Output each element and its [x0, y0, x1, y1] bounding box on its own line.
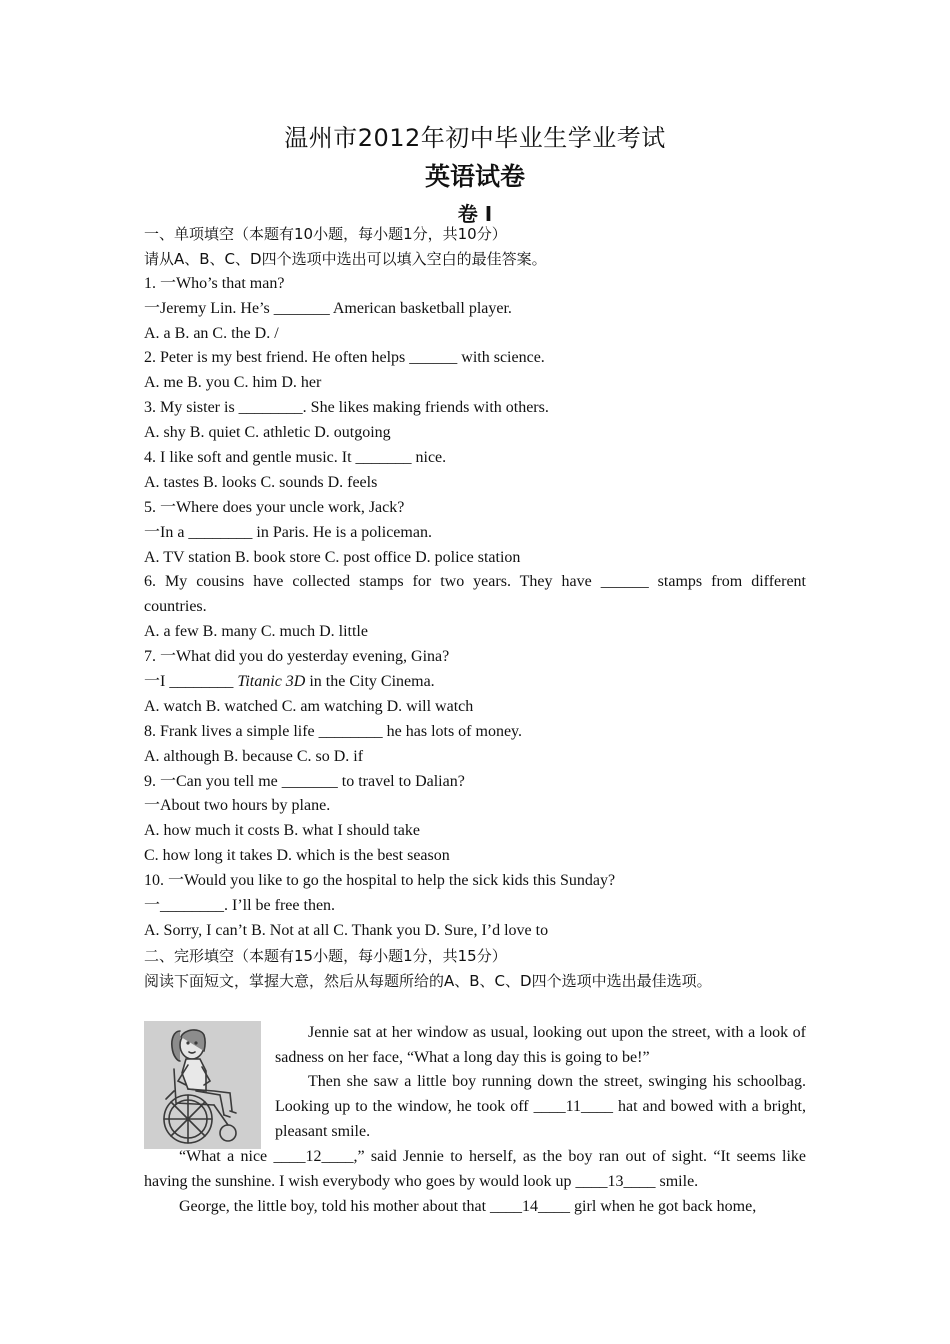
- section1-instruction: 请从A、B、C、D四个选项中选出可以填入空白的最佳答案。: [144, 249, 547, 268]
- question-7-reply: [144, 670, 806, 695]
- question-7-stem: 7. 一What did you do yesterday evening, Gina?: [144, 648, 450, 666]
- exam-subtitle: 英语试卷: [424, 162, 525, 191]
- question-9-reply: 一About two hours by plane.: [144, 797, 331, 815]
- passage-paragraph-1: Jennie sat at her window as usual, looking out upon the street, with a look of sadness on her face, “What a long day this is going to be!”: [275, 1023, 806, 1066]
- question-2-options: A. me B. you C. him D. her: [144, 374, 322, 392]
- question-7-options: A. watch B. watched C. am watching D. will watch: [144, 697, 474, 715]
- question-10-stem: 10. 一Would you like to go the hospital to help the sick kids this Sunday?: [144, 872, 616, 890]
- question-8-options: A. although B. because C. so D. if: [144, 747, 364, 765]
- question-6-stem-cont: countries.: [144, 598, 207, 616]
- wheelchair-girl-illustration: [144, 1021, 261, 1149]
- question-7-reply-post: in the City Cinema.: [305, 673, 435, 691]
- question-3-options: A. shy B. quiet C. athletic D. outgoing: [144, 424, 391, 442]
- question-6-stem: 6. My cousins have collected stamps for two years. They have ______ stamps from different: [144, 573, 806, 591]
- movie-title: Titanic 3D: [237, 673, 306, 691]
- question-10-reply: 一________. I’ll be free then.: [144, 897, 336, 915]
- paper-part-title: 卷 I: [457, 202, 493, 226]
- exam-title: 温州市2012年初中毕业生学业考试: [284, 124, 666, 152]
- passage-paragraph-3: “What a nice ____12____,” said Jennie to herself, as the boy ran out of sight. “It seems like having the sunshine. I wish everybody who goes by would look up ____13____ smile.: [144, 1148, 806, 1191]
- passage-paragraph-2: Then she saw a little boy running down the street, swinging his schoolbag. Looking up to the window, he took off ____11____ hat and bowed with a bright, pleasant smile.: [275, 1073, 806, 1141]
- section1-heading: 一、单项填空（本题有10小题，每小题1分，共10分）: [144, 225, 507, 243]
- question-2-stem: 2. Peter is my best friend. He often helps ______ with science.: [144, 349, 545, 367]
- question-1-reply: 一Jeremy Lin. He’s _______ American basketball player.: [144, 299, 512, 317]
- section2-heading: 二、完形填空（本题有15小题，每小题1分，共15分）: [144, 946, 507, 965]
- section2-instruction: 阅读下面短文，掌握大意，然后从每题所给的A、B、C、D四个选项中选出最佳选项。: [144, 971, 712, 990]
- question-7-reply-pre: 一I ________: [144, 673, 238, 691]
- question-4-stem: 4. I like soft and gentle music. It _______ nice.: [144, 449, 447, 467]
- question-9-stem: 9. 一Can you tell me _______ to travel to Dalian?: [144, 772, 465, 790]
- question-5-reply: 一In a ________ in Paris. He is a policeman.: [144, 523, 432, 541]
- question-6-options: A. a few B. many C. much D. little: [144, 623, 368, 641]
- exam-body: [144, 222, 806, 1220]
- question-4-options: A. tastes B. looks C. sounds D. feels: [144, 473, 378, 491]
- question-9-options-ab: A. how much it costs B. what I should take: [144, 822, 420, 840]
- passage-paragraph-4: George, the little boy, told his mother about that ____14____ girl when he got back home,: [179, 1197, 757, 1215]
- question-5-options: A. TV station B. book store C. post office D. police station: [144, 548, 521, 566]
- question-5-stem: 5. 一Where does your uncle work, Jack?: [144, 498, 405, 516]
- question-8-stem: 8. Frank lives a simple life ________ he has lots of money.: [144, 722, 523, 740]
- question-3-stem: 3. My sister is ________. She likes making friends with others.: [144, 399, 549, 417]
- wheelchair-girl-drawing: [144, 1021, 261, 1149]
- question-1-options: A. a B. an C. the D. /: [144, 324, 279, 342]
- question-10-options: A. Sorry, I can’t B. Not at all C. Thank you D. Sure, I’d love to: [144, 921, 549, 939]
- question-1-stem: 1. 一Who’s that man?: [144, 274, 285, 292]
- cloze-passage: [144, 1021, 806, 1220]
- question-9-options-cd: C. how long it takes D. which is the best season: [144, 847, 450, 865]
